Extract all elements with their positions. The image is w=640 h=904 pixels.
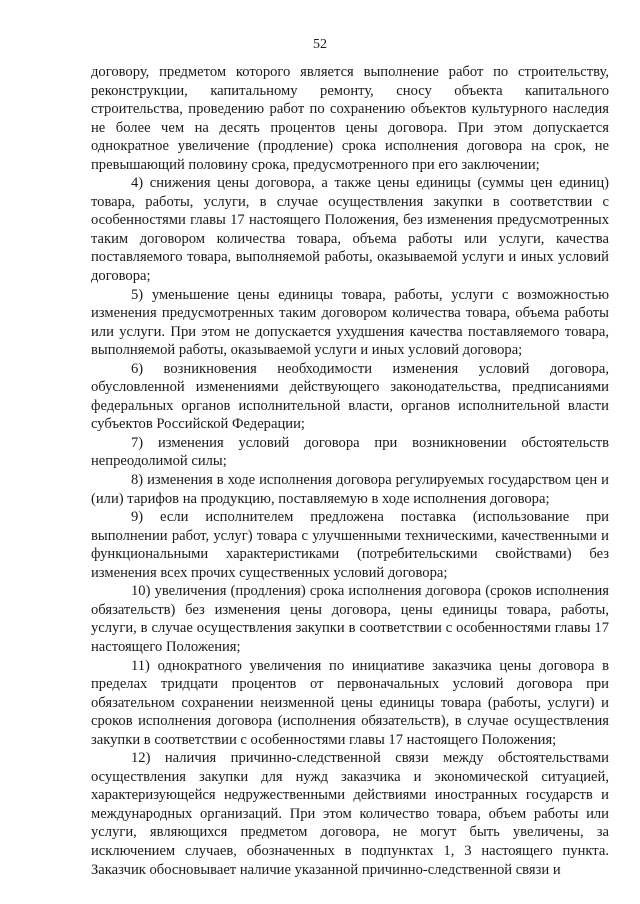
paragraph-item-8: 8) изменения в ходе исполнения договора регулируемых государством цен и (или) тарифов на продукцию, поставляемую в ходе исполнения договора;	[91, 472, 609, 507]
paragraph-item-9: 9) если исполнителем предложена поставка (использование при выполнении работ, услуг) товара с улучшенными техническими, качественными и функциональными характеристиками (потребительскими свойствами) без изменения всех прочих существенных условий договора;	[91, 509, 609, 581]
paragraph-item-4: 4) снижения цены договора, а также цены единицы (суммы цен единиц) товара, работы, услуги, в случае осуществления закупки в соответствии с особенностями главы 17 настоящего Положения, без изменения предусмотренных таким договором количества товара, объема работы или услуги, качества поставляемого товара, выполняемой работы, оказываемой услуги и иных условий договора;	[91, 175, 609, 285]
paragraph-item-11: 11) однократного увеличения по инициативе заказчика цены договора в пределах тридцати процентов от первоначальных условий договора при обязательном сохранении неизменной цены единицы товара (работы, услуги) и сроков исполнения договора (исполнения обязательств), в случае осуществления закупки в соответствии с особенностями главы 17 настоящего Положения;	[91, 657, 609, 748]
document-body	[91, 63, 609, 879]
page-number: 52	[313, 37, 327, 52]
paragraph-continuation: договору, предметом которого является выполнение работ по строительству, реконструкции, капитальному ремонту, сносу объекта капитального строительства, проведению работ по сохранению объектов культурного наследия не более чем на десять процентов цены договора. При этом допускается однократное увеличение (продление) срока исполнения договора на срок, не превышающий половину срока, предусмотренного при его заключении;	[91, 64, 609, 173]
paragraph-item-5: 5) уменьшение цены единицы товара, работы, услуги с возможностью изменения предусмотренных таким договором количества товара, объема работы или услуги. При этом не допускается ухудшения качества поставляемого товара, выполняемой работы, оказываемой услуги и иных условий договора;	[91, 286, 609, 359]
paragraph-item-7: 7) изменения условий договора при возникновении обстоятельств непреодолимой силы;	[91, 434, 609, 470]
paragraph-item-10: 10) увеличения (продления) срока исполнения договора (сроков исполнения обязательств) без изменения цены договора, цены единицы товара, работы, услуги, в случае осуществления закупки в соответствии с особенностями главы 17 настоящего Положения;	[91, 583, 609, 655]
paragraph-item-6: 6) возникновения необходимости изменения условий договора, обусловленной изменениями действующего законодательства, предписаниями федеральных органов исполнительной власти, органов исполнительной власти субъектов Российской Федерации;	[91, 360, 609, 433]
paragraph-item-12: 12) наличия причинно-следственной связи между обстоятельствами осуществления закупки для нужд заказчика и экономической ситуацией, характеризующейся недружественными действиями иностранных государств и международных организаций. При этом количество товара, объем работы или услуги, являющихся предметом договора, не могут быть увеличены, за исключением случаев, обозначенных в подпунктах 1, 3 настоящего пункта. Заказчик обосновывает наличие указанной причинно-следственной связи и	[91, 750, 609, 878]
